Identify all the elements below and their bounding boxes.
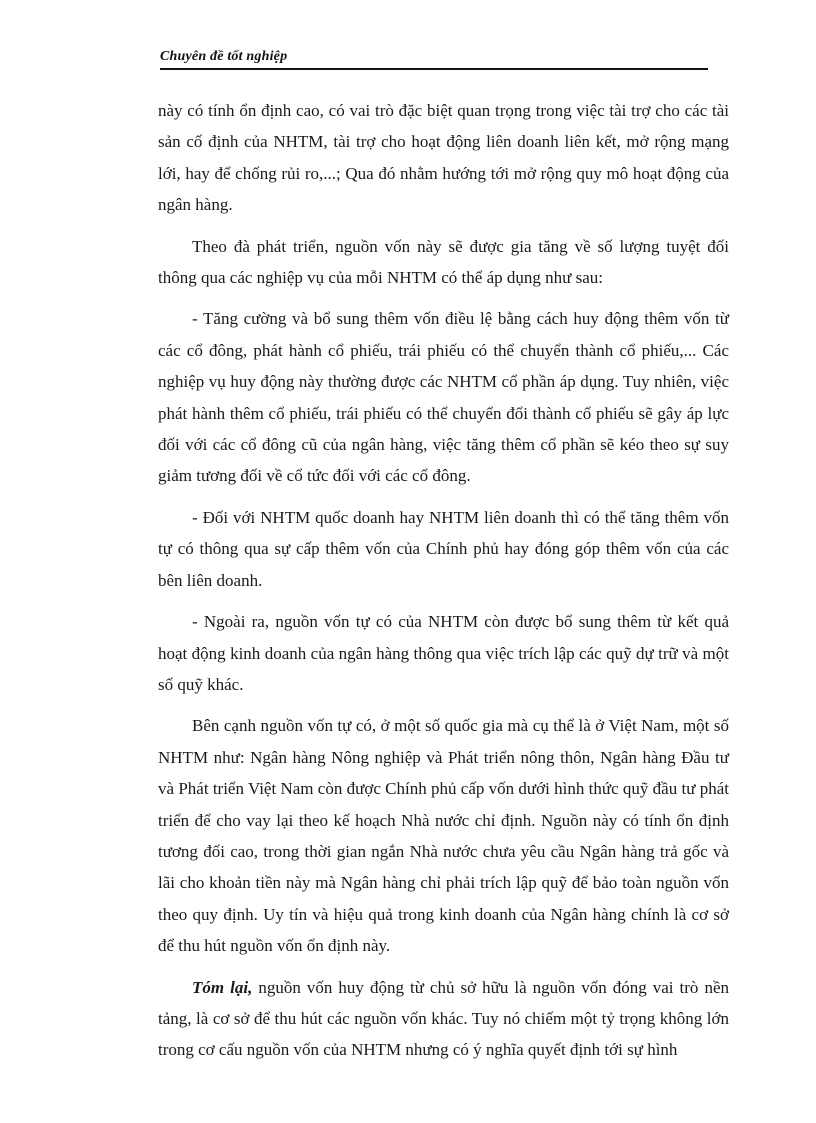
paragraph-lead: Tóm lại, bbox=[192, 977, 253, 997]
paragraph-text: nguồn vốn huy động từ chủ sở hữu là nguồn vốn đóng vai trò nền tảng, là cơ sở để thu hút các nguồn vốn khác. Tuy nó chiếm một tỷ trọng không lớn trong cơ cấu nguồn vốn của NHTM nhưng có ý nghĩa quyết định tới sự hình bbox=[158, 977, 729, 1060]
paragraph-summary bbox=[158, 972, 729, 1066]
paragraph-text: Theo đà phát triển, nguồn vốn này sẽ được gia tăng về số lượng tuyệt đối thông qua các nghiệp vụ của mỗi NHTM có thể áp dụng như sau: bbox=[158, 236, 729, 288]
paragraph-text: - Tăng cường và bổ sung thêm vốn điều lệ bằng cách huy động thêm vốn từ các cổ đông, phát hành cổ phiếu, trái phiếu có thể chuyển thành cổ phiếu,... Các nghiệp vụ huy động này thường được các NHTM cổ phần áp dụng. Tuy nhiên, việc phát hành thêm cổ phiếu, trái phiếu có thể chuyển đổi thành cổ phiếu sẽ gây áp lực đối với các cổ đông cũ của ngân hàng, việc tăng thêm cổ phần sẽ kéo theo sự suy giảm tương đối về cổ tức đối với các cổ đông. bbox=[158, 309, 729, 486]
paragraph-text: Bên cạnh nguồn vốn tự có, ở một số quốc gia mà cụ thể là ở Việt Nam, một số NHTM như: Ngân hàng Nông nghiệp và Phát triển nông thôn, Ngân hàng Đầu tư và Phát triển Việt Nam còn được Chính phủ cấp vốn dưới hình thức quỹ đầu tư phát triển để cho vay lại theo kế hoạch Nhà nước chỉ định. Nguồn này có tính ổn định tương đối cao, trong thời gian ngắn Nhà nước chưa yêu cầu Ngân hàng trả gốc và lãi cho khoản tiền này mà Ngân hàng chỉ phải trích lập quỹ để bảo toàn nguồn vốn theo quy định. Uy tín và hiệu quả trong kinh doanh của Ngân hàng chính là cơ sở để thu hút nguồn vốn ổn định này. bbox=[158, 716, 729, 956]
page-header bbox=[160, 48, 708, 72]
paragraph-bullet bbox=[158, 502, 729, 596]
paragraph-text: - Đối với NHTM quốc doanh hay NHTM liên doanh thì có thể tăng thêm vốn tự có thông qua sự cấp thêm vốn của Chính phủ hay đóng góp thêm vốn của các bên liên doanh. bbox=[158, 507, 729, 590]
header-title: Chuyên đề tốt nghiệp bbox=[160, 49, 288, 64]
paragraph bbox=[158, 710, 729, 961]
paragraph-bullet bbox=[158, 606, 729, 700]
paragraph-continuation bbox=[158, 95, 729, 221]
body-text bbox=[158, 95, 729, 1076]
paragraph-bullet bbox=[158, 303, 729, 491]
header-rule bbox=[160, 68, 708, 70]
paragraph bbox=[158, 231, 729, 294]
paragraph-text: - Ngoài ra, nguồn vốn tự có của NHTM còn được bổ sung thêm từ kết quả hoạt động kinh doanh của ngân hàng thông qua việc trích lập các quỹ dự trữ và một số quỹ khác. bbox=[158, 612, 729, 694]
paragraph-text: này có tính ổn định cao, có vai trò đặc biệt quan trọng trong việc tài trợ cho các tài sản cố định của NHTM, tài trợ cho hoạt động liên doanh liên kết, mở rộng mạng lới, hay để chống rủi ro,...; Qua đó nhằm hướng tới mở rộng quy mô hoạt động của ngân hàng. bbox=[158, 101, 729, 215]
